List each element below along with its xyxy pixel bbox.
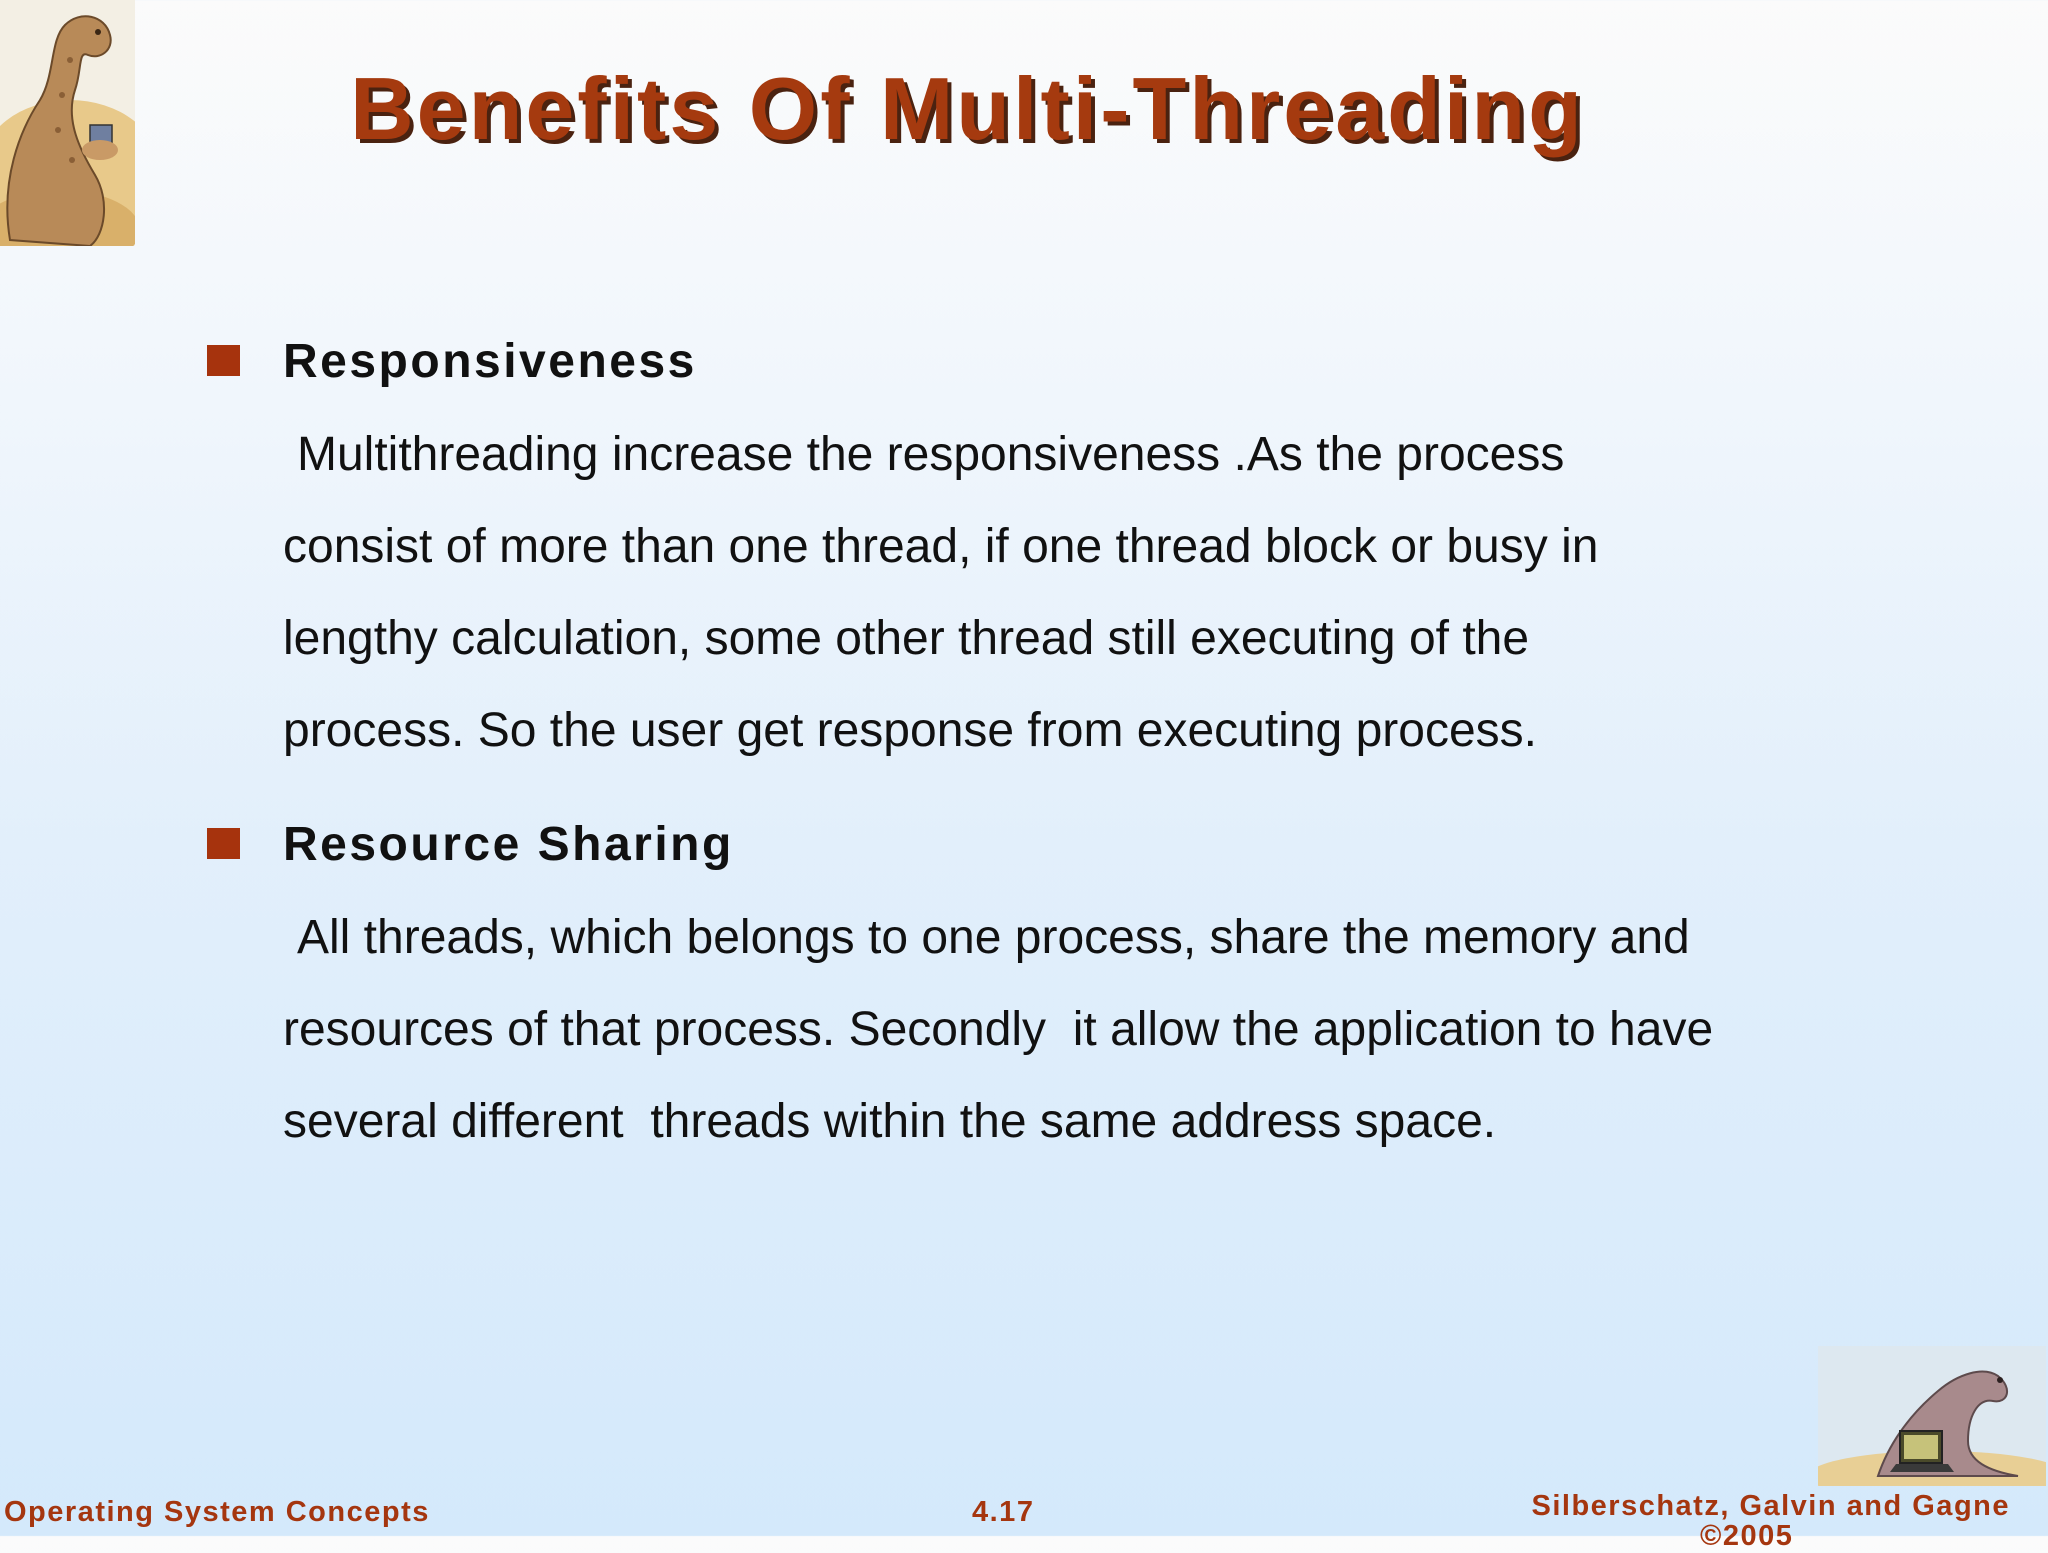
square-bullet-icon (207, 345, 240, 376)
dinosaur-laptop-illustration (1818, 1346, 2046, 1486)
body-line: Multithreading increase the responsiveness .As the process (297, 428, 1565, 481)
slide-title: Benefits Of Multi-Threading (350, 59, 1585, 158)
footer-page-number: 4.17 (972, 1496, 1035, 1528)
footer-copyright: ©2005 (1700, 1520, 1794, 1552)
body-line: All threads, which belongs to one process, share the memory and (297, 911, 1690, 964)
body-line: several different threads within the same address space. (283, 1095, 1497, 1148)
body-line: consist of more than one thread, if one thread block or busy in (283, 520, 1599, 573)
section-heading: Responsiveness (283, 335, 697, 388)
section-heading: Resource Sharing (283, 818, 734, 871)
body-line: lengthy calculation, some other thread still executing of the (283, 612, 1530, 665)
square-bullet-icon (207, 828, 240, 859)
footer-authors: Silberschatz, Galvin and Gagne (1531, 1490, 2010, 1522)
footer-book-title: Operating System Concepts (4, 1496, 430, 1528)
body-line: process. So the user get response from executing process. (283, 704, 1537, 757)
body-line: resources of that process. Secondly it allow the application to have (283, 1003, 1714, 1056)
